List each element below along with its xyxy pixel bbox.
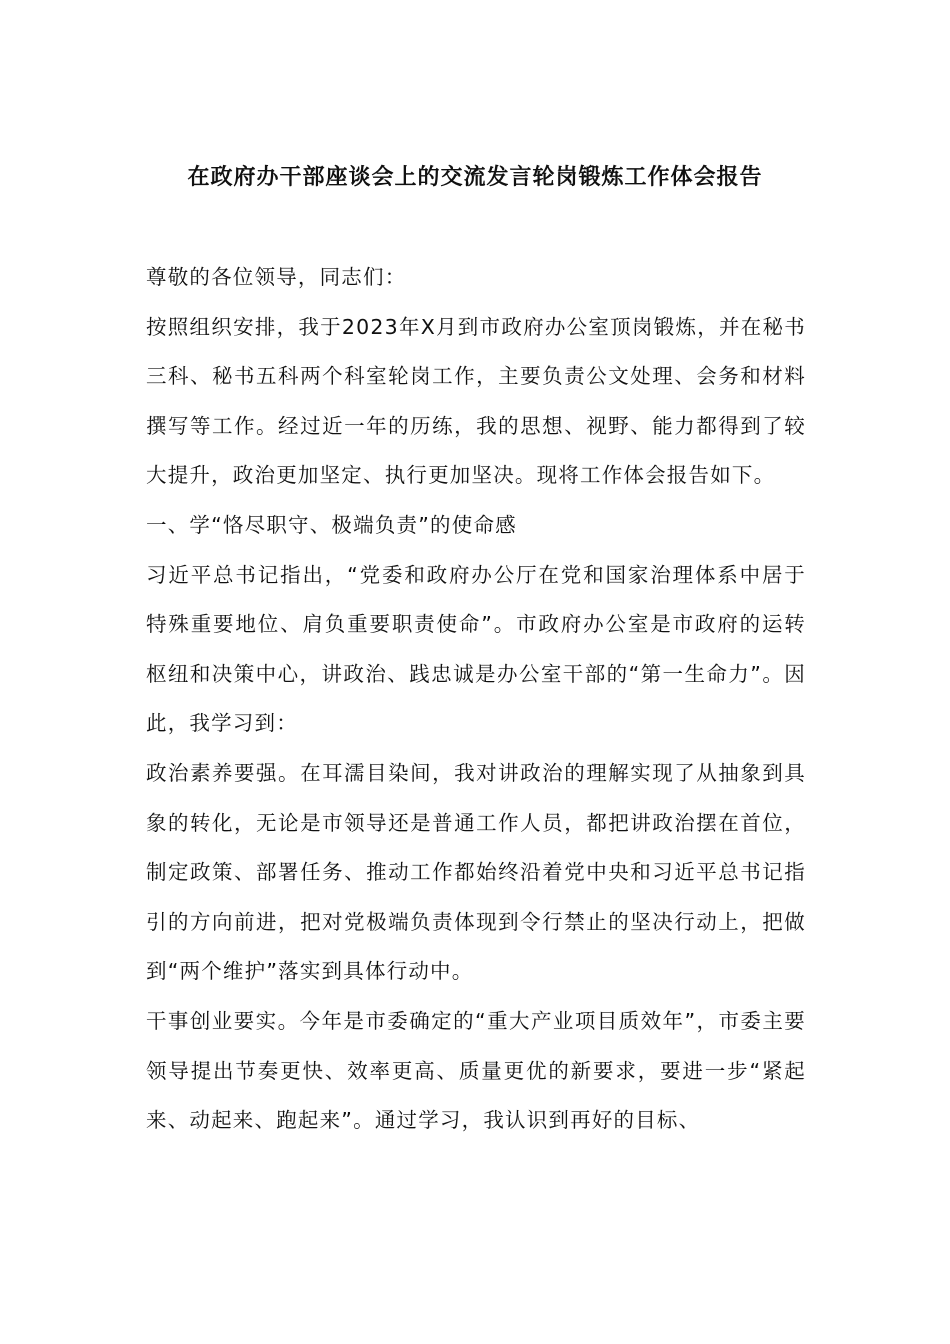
- salutation-paragraph: 尊敬的各位领导，同志们：: [146, 265, 407, 289]
- document-body: [146, 253, 806, 1146]
- body-paragraph: 习近平总书记指出，“党委和政府办公厅在党和国家治理体系中居于特殊重要地位、肩负重要职责使命”。市政府办公室是市政府的运转枢纽和决策中心，讲政治、践忠诚是办公室干部的“第一生命力”。因此，我学习到：: [146, 562, 806, 736]
- document-title: 在政府办干部座谈会上的交流发言轮岗锻炼工作体会报告: [187, 165, 763, 190]
- body-paragraph: 干事创业要实。今年是市委确定的“重大产业项目质效年”，市委主要领导提出节奏更快、效率更高、质量更优的新要求，要进一步“紧起来、动起来、跑起来”。通过学习，我认识到再好的目标、: [146, 1008, 806, 1133]
- body-paragraph: 政治素养要强。在耳濡目染间，我对讲政治的理解实现了从抽象到具象的转化，无论是市领导还是普通工作人员，都把讲政治摆在首位，制定政策、部署任务、推动工作都始终沿着党中央和习近平总书记指引的方向前进，把对党极端负责体现到令行禁止的坚决行动上，把做到“两个维护”落实到具体行动中。: [146, 760, 806, 984]
- section-heading-1: 一、学“恪尽职守、极端负责”的使命感: [146, 512, 517, 537]
- intro-paragraph: 按照组织安排，我于2023年X月到市政府办公室顶岗锻炼，并在秘书三科、秘书五科两个科室轮岗工作，主要负责公文处理、会务和材料撰写等工作。经过近一年的历练，我的思想、视野、能力都得到了较大提升，政治更加坚定、执行更加坚决。现将工作体会报告如下。: [146, 314, 806, 488]
